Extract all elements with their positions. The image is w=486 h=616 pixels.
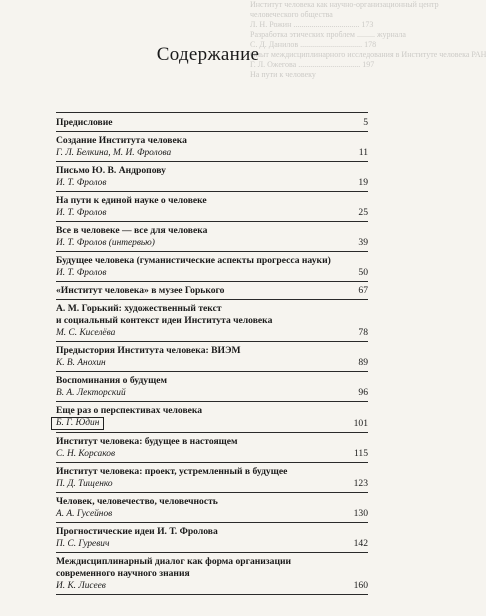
toc-entry-title: Междисциплинарный диалог как форма организации <box>56 556 292 567</box>
toc-entry-authors <box>56 508 368 520</box>
toc-entry-title-line2: современного научного знания <box>56 568 190 579</box>
toc-entry-author-names: П. Д. Тищенко <box>56 479 113 489</box>
toc-entry-title: Институт человека: будущее в настоящем <box>56 436 238 447</box>
toc-entry-author-names: П. С. Гуревич <box>56 539 110 549</box>
toc-entry[interactable] <box>56 195 368 222</box>
toc-entry-page-number: 78 <box>358 327 368 338</box>
bleed-through-line: С. Д. Данилов ............................... 178 <box>250 40 377 49</box>
toc-entry-page-number: 19 <box>358 177 368 188</box>
toc-entry-authors <box>56 580 368 592</box>
toc-entry-authors <box>56 357 368 369</box>
toc-entry[interactable] <box>56 345 368 372</box>
toc-entry-author-names: К. В. Анохин <box>56 358 106 368</box>
toc-entry-page-number: 5 <box>363 117 368 128</box>
toc-entry[interactable] <box>56 526 368 553</box>
toc-entry[interactable] <box>56 112 368 132</box>
toc-entry-title: На пути к единой науке о человеке <box>56 195 207 206</box>
toc-entry-title: Письмо Ю. В. Андропову <box>56 165 166 176</box>
bleed-through-line: человеческого общества <box>250 10 333 19</box>
toc-entry-title: Предыстория Института человека: ВИЭМ <box>56 345 241 356</box>
page-title: Содержание <box>156 44 260 65</box>
toc-entry[interactable] <box>56 285 368 300</box>
toc-entry-authors <box>56 478 368 490</box>
toc-entry-title: «Институт человека» в музее Горького <box>56 285 225 296</box>
toc-entry-title: А. М. Горький: художественный текст <box>56 303 222 314</box>
toc-entry[interactable] <box>56 255 368 282</box>
toc-entry-page-number: 96 <box>358 387 368 398</box>
toc-entry-page-number: 67 <box>358 285 368 296</box>
toc-entry-page-number: 101 <box>353 418 368 429</box>
toc-entry-authors <box>56 267 368 279</box>
toc-entry-page-number: 115 <box>353 448 368 459</box>
toc-entry-authors <box>56 387 368 399</box>
toc-entry-title-line2: и социальный контекст идеи Института человека <box>56 315 273 326</box>
toc-entry-author-names: И. Т. Фролов <box>56 208 107 218</box>
toc-entry[interactable] <box>56 466 368 493</box>
toc-entry-page-number: 89 <box>358 357 368 368</box>
toc-entry-author-names: И. Т. Фролов <box>56 268 107 278</box>
bleed-through-line: Разработка этических проблем ......... журнала <box>250 30 406 39</box>
toc-entry-page-number: 11 <box>358 147 368 158</box>
toc-entry[interactable] <box>56 303 368 342</box>
toc-entry-page-number: 123 <box>353 478 368 489</box>
toc-entry-authors <box>56 237 368 249</box>
bleed-through-line: На пути к человеку <box>250 70 316 79</box>
toc-entry-title: Воспоминания о будущем <box>56 375 167 386</box>
table-of-contents <box>56 112 368 598</box>
toc-entry-authors <box>56 207 368 219</box>
toc-entry[interactable] <box>56 135 368 162</box>
toc-entry[interactable] <box>56 436 368 463</box>
toc-entry-author-names: Б. Г. Юдин <box>51 417 104 430</box>
toc-entry-title: Прогностические идеи И. Т. Фролова <box>56 526 218 537</box>
toc-entry-page-number: 160 <box>353 580 368 591</box>
toc-entry[interactable] <box>56 225 368 252</box>
toc-entry-page-number: 142 <box>353 538 368 549</box>
toc-entry-author-names: И. Т. Фролов <box>56 178 107 188</box>
toc-entry-title: Предисловие <box>56 117 113 128</box>
toc-entry-authors <box>56 147 368 159</box>
toc-entry-author-names: И. Т. Фролов <box>56 238 107 248</box>
toc-entry-title: Институт человека: проект, устремленный в будущее <box>56 466 288 477</box>
toc-entry-title: Человек, человечество, человечность <box>56 496 218 507</box>
toc-entry[interactable] <box>56 375 368 402</box>
toc-entry-page-number: 130 <box>353 508 368 519</box>
toc-entry-author-names: И. К. Лисеев <box>56 581 106 591</box>
toc-entry-author-names: С. Н. Корсаков <box>56 449 116 459</box>
toc-entry-authors <box>56 327 368 339</box>
toc-entry-title: Будущее человека (гуманистические аспекты прогресса науки) <box>56 255 331 266</box>
bleed-through-line: Г. Л. Ожегова ............................... 197 <box>250 60 375 69</box>
toc-entry-author-note: (интервью) <box>108 238 155 248</box>
toc-entry-page-number: 25 <box>358 207 368 218</box>
toc-entry-author-names: А. А. Гусейнов <box>56 509 113 519</box>
bleed-through-line: Институт человека как научно-организационный центр <box>250 0 439 9</box>
toc-entry-title: Создание Института человека <box>56 135 187 146</box>
toc-entry-author-names: М. С. Киселёва <box>56 328 116 338</box>
toc-entry-page-number: 50 <box>358 267 368 278</box>
toc-entry[interactable] <box>56 496 368 523</box>
toc-entry-authors <box>56 177 368 189</box>
toc-entry-author-names: В. А. Лекторский <box>56 388 126 398</box>
toc-entry-authors <box>56 448 368 460</box>
toc-entry-title: Все в человеке — все для человека <box>56 225 208 236</box>
toc-entry[interactable] <box>56 165 368 192</box>
toc-entry-authors <box>56 538 368 550</box>
toc-entry[interactable] <box>56 405 368 433</box>
bleed-through-line: Л. Н. Рожин ................................. 173 <box>250 20 374 29</box>
bleed-through-line: Опыт междисциплинарного исследования в Институте человека РАН <box>250 50 486 59</box>
toc-entry[interactable] <box>56 556 368 595</box>
toc-entry-title: Еще раз о перспективах человека <box>56 405 203 416</box>
toc-entry-authors <box>56 417 368 430</box>
toc-entry-author-names: Г. Л. Белкина, М. И. Фролова <box>56 148 172 158</box>
toc-entry-page-number: 39 <box>358 237 368 248</box>
